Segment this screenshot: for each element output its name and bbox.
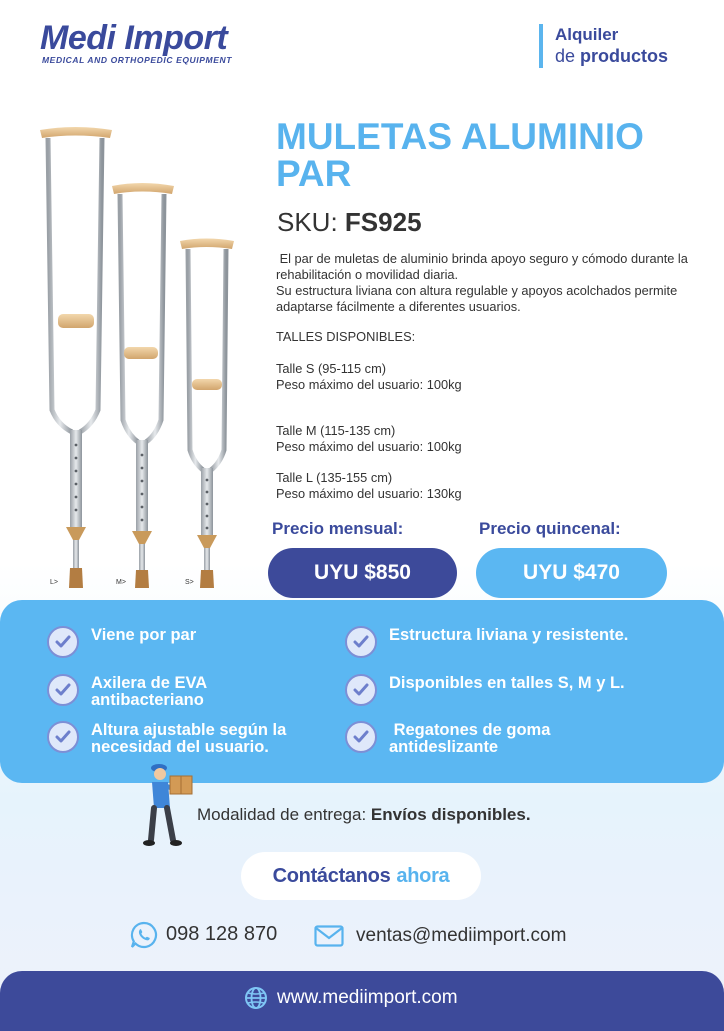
delivery-prefix: Modalidad de entrega:	[197, 805, 367, 824]
feature-text: Altura ajustable según la necesidad del usuario.	[91, 721, 287, 756]
size-m-weight: Peso máximo del usuario: 100kg	[276, 439, 462, 454]
globe-icon	[244, 986, 268, 1010]
feature-text: Disponibles en talles S, M y L.	[389, 674, 625, 692]
sizes-heading: TALLES DISPONIBLES:	[276, 329, 416, 344]
crutch-label-m: M>	[116, 579, 126, 586]
sku-label: SKU:	[277, 207, 338, 237]
sku-value: FS925	[344, 207, 422, 237]
crutch-medium	[112, 183, 174, 588]
mail-icon	[314, 925, 344, 947]
feature-item	[47, 721, 337, 756]
feature-item	[47, 626, 317, 658]
biweekly-price-pill: UYU $470	[476, 548, 667, 598]
contact-now-highlight: ahora	[396, 864, 450, 887]
check-icon	[47, 626, 79, 658]
monthly-price-label: Precio mensual:	[272, 519, 404, 538]
check-icon	[345, 626, 377, 658]
feature-text: Regatones de goma antideslizante	[389, 721, 555, 756]
check-icon	[47, 721, 79, 753]
header-tag-line2	[555, 46, 668, 67]
check-icon	[47, 674, 79, 706]
product-description	[276, 251, 696, 315]
header-tag-line1: Alquiler	[555, 25, 619, 44]
description-paragraph-2: Su estructura liviana con altura regulable y apoyos acolchados permite adaptarse fácilmente a diferentes usuarios.	[276, 283, 678, 314]
biweekly-price-label: Precio quincenal:	[479, 519, 621, 538]
phone-number[interactable]: 098 128 870	[166, 923, 278, 945]
crutch-label-l: L>	[50, 579, 58, 586]
delivery-value: Envíos disponibles.	[370, 805, 531, 824]
contact-now-button[interactable]	[241, 852, 481, 900]
crutch-label-s: S>	[185, 579, 194, 586]
header-tag-accent	[539, 24, 543, 68]
crutch-large	[40, 127, 112, 588]
check-icon	[345, 674, 377, 706]
size-m-label: Talle M (115-135 cm)	[276, 423, 396, 438]
delivery-person-icon	[143, 762, 195, 848]
product-sku	[277, 207, 422, 238]
size-l-weight: Peso máximo del usuario: 130kg	[276, 486, 462, 501]
check-icon	[345, 721, 377, 753]
website-link[interactable]: www.mediimport.com	[277, 987, 458, 1008]
monthly-price-pill: UYU $850	[268, 548, 457, 598]
feature-item	[345, 626, 675, 658]
size-s-label: Talle S (95-115 cm)	[276, 361, 386, 376]
delivery-mode	[197, 805, 531, 825]
feature-item	[47, 674, 277, 709]
feature-text: Viene por par	[91, 626, 197, 644]
brand-logo: Medi Import	[40, 19, 228, 57]
feature-item	[345, 674, 675, 706]
contact-now-text: Contáctanos	[272, 864, 391, 887]
sizes-block	[276, 329, 462, 502]
feature-text: Estructura liviana y resistente.	[389, 626, 629, 644]
crutches-illustration	[30, 120, 250, 595]
crutch-small	[180, 239, 234, 589]
header-tag-bold: productos	[580, 46, 669, 66]
brand-tagline: MEDICAL AND ORTHOPEDIC EQUIPMENT	[42, 55, 232, 65]
feature-text: Axilera de EVA antibacteriano	[91, 674, 207, 709]
header-tag-prefix: de	[555, 46, 576, 66]
whatsapp-icon	[130, 921, 158, 949]
email-address[interactable]: ventas@mediimport.com	[356, 925, 567, 946]
size-s-weight: Peso máximo del usuario: 100kg	[276, 377, 462, 392]
description-paragraph-1: El par de muletas de aluminio brinda apoyo seguro y cómodo durante la rehabilitación o movilidad diaria.	[276, 251, 692, 282]
product-title: MULETAS ALUMINIO PAR	[276, 116, 644, 194]
size-l-label: Talle L (135-155 cm)	[276, 470, 393, 485]
feature-item	[345, 721, 605, 756]
